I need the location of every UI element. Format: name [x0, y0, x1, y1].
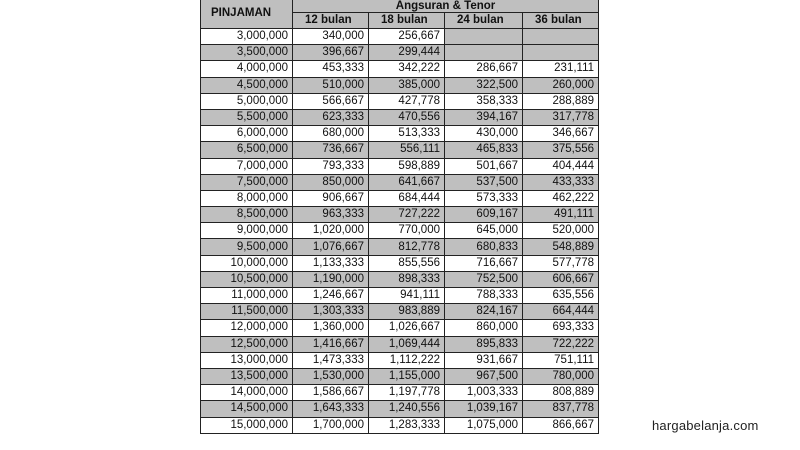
cell-installment-12: 736,667 [293, 142, 369, 158]
cell-loan-amount: 3,000,000 [201, 29, 293, 45]
table-row [201, 45, 599, 61]
cell-installment-36: 664,444 [523, 304, 599, 320]
cell-installment-24: 286,667 [445, 61, 523, 77]
cell-installment-12: 1,473,333 [293, 352, 369, 368]
cell-installment-18: 641,667 [369, 174, 445, 190]
cell-loan-amount: 4,000,000 [201, 61, 293, 77]
table-row [201, 109, 599, 125]
cell-installment-18: 470,556 [369, 109, 445, 125]
cell-installment-36: 317,778 [523, 109, 599, 125]
cell-installment-12: 453,333 [293, 61, 369, 77]
table-row [201, 336, 599, 352]
cell-installment-36: 808,889 [523, 385, 599, 401]
cell-installment-24: 609,167 [445, 207, 523, 223]
site-watermark: hargabelanja.com [652, 418, 759, 433]
table-row [201, 320, 599, 336]
cell-installment-18: 427,778 [369, 93, 445, 109]
cell-installment-24: 824,167 [445, 304, 523, 320]
cell-installment-24: 680,833 [445, 239, 523, 255]
table-row [201, 271, 599, 287]
cell-installment-24: 1,003,333 [445, 385, 523, 401]
cell-installment-18: 1,069,444 [369, 336, 445, 352]
cell-installment-36: 260,000 [523, 77, 599, 93]
cell-installment-18: 812,778 [369, 239, 445, 255]
cell-installment-24: 931,667 [445, 352, 523, 368]
cell-installment-36: 837,778 [523, 401, 599, 417]
cell-installment-12: 1,416,667 [293, 336, 369, 352]
cell-installment-24: 537,500 [445, 174, 523, 190]
table-row [201, 207, 599, 223]
header-tenor-12: 12 bulan [293, 13, 369, 29]
cell-installment-18: 855,556 [369, 255, 445, 271]
cell-loan-amount: 9,500,000 [201, 239, 293, 255]
cell-loan-amount: 3,500,000 [201, 45, 293, 61]
cell-loan-amount: 6,000,000 [201, 126, 293, 142]
cell-installment-18: 556,111 [369, 142, 445, 158]
cell-installment-24: 788,333 [445, 288, 523, 304]
cell-installment-18: 1,240,556 [369, 401, 445, 417]
loan-installment-table [200, 0, 599, 434]
cell-installment-12: 1,133,333 [293, 255, 369, 271]
cell-loan-amount: 7,000,000 [201, 158, 293, 174]
cell-installment-24: 895,833 [445, 336, 523, 352]
cell-installment-24: 465,833 [445, 142, 523, 158]
cell-loan-amount: 10,500,000 [201, 271, 293, 287]
cell-loan-amount: 14,000,000 [201, 385, 293, 401]
cell-installment-12: 963,333 [293, 207, 369, 223]
header-loan-amount: PINJAMAN [201, 0, 293, 29]
cell-installment-18: 898,333 [369, 271, 445, 287]
cell-installment-24: 1,075,000 [445, 417, 523, 433]
cell-installment-18: 1,283,333 [369, 417, 445, 433]
cell-installment-12: 1,020,000 [293, 223, 369, 239]
cell-installment-24: 394,167 [445, 109, 523, 125]
table-row [201, 368, 599, 384]
cell-loan-amount: 9,000,000 [201, 223, 293, 239]
header-tenor-18: 18 bulan [369, 13, 445, 29]
table-row [201, 417, 599, 433]
cell-installment-36: 548,889 [523, 239, 599, 255]
cell-installment-36: 404,444 [523, 158, 599, 174]
cell-loan-amount: 13,500,000 [201, 368, 293, 384]
table-row [201, 352, 599, 368]
table-row [201, 385, 599, 401]
table-row [201, 93, 599, 109]
cell-installment-24: 645,000 [445, 223, 523, 239]
cell-installment-36: 375,556 [523, 142, 599, 158]
cell-installment-12: 850,000 [293, 174, 369, 190]
cell-installment-36: 606,667 [523, 271, 599, 287]
cell-installment-36: 520,000 [523, 223, 599, 239]
cell-installment-12: 1,530,000 [293, 368, 369, 384]
cell-installment-18: 684,444 [369, 190, 445, 206]
cell-installment-12: 1,700,000 [293, 417, 369, 433]
table-row [201, 223, 599, 239]
table-row [201, 174, 599, 190]
table-row [201, 255, 599, 271]
table-row [201, 190, 599, 206]
cell-installment-18: 1,026,667 [369, 320, 445, 336]
cell-installment-18: 1,155,000 [369, 368, 445, 384]
cell-installment-24: 358,333 [445, 93, 523, 109]
cell-installment-12: 340,000 [293, 29, 369, 45]
cell-installment-36: 346,667 [523, 126, 599, 142]
cell-installment-18: 1,197,778 [369, 385, 445, 401]
cell-loan-amount: 10,000,000 [201, 255, 293, 271]
cell-loan-amount: 5,500,000 [201, 109, 293, 125]
cell-loan-amount: 8,500,000 [201, 207, 293, 223]
cell-installment-12: 906,667 [293, 190, 369, 206]
cell-installment-36: 751,111 [523, 352, 599, 368]
cell-installment-36: 693,333 [523, 320, 599, 336]
cell-installment-36: 462,222 [523, 190, 599, 206]
cell-installment-24 [445, 29, 523, 45]
cell-installment-18: 983,889 [369, 304, 445, 320]
cell-loan-amount: 11,500,000 [201, 304, 293, 320]
table-row [201, 61, 599, 77]
cell-installment-18: 299,444 [369, 45, 445, 61]
cell-loan-amount: 5,000,000 [201, 93, 293, 109]
cell-installment-12: 623,333 [293, 109, 369, 125]
cell-installment-18: 513,333 [369, 126, 445, 142]
cell-installment-36: 780,000 [523, 368, 599, 384]
table-row [201, 304, 599, 320]
table-row [201, 158, 599, 174]
table-row [201, 401, 599, 417]
cell-installment-24: 716,667 [445, 255, 523, 271]
cell-installment-18: 598,889 [369, 158, 445, 174]
cell-installment-36 [523, 45, 599, 61]
cell-installment-24: 860,000 [445, 320, 523, 336]
cell-installment-24: 501,667 [445, 158, 523, 174]
table-row [201, 288, 599, 304]
cell-loan-amount: 11,000,000 [201, 288, 293, 304]
cell-installment-36: 231,111 [523, 61, 599, 77]
cell-installment-36 [523, 29, 599, 45]
header-tenor-24: 24 bulan [445, 13, 523, 29]
cell-installment-18: 385,000 [369, 77, 445, 93]
cell-installment-24 [445, 45, 523, 61]
table-body [201, 29, 599, 434]
cell-installment-36: 722,222 [523, 336, 599, 352]
header-tenor-36: 36 bulan [523, 13, 599, 29]
cell-installment-24: 967,500 [445, 368, 523, 384]
cell-installment-12: 396,667 [293, 45, 369, 61]
cell-installment-12: 1,076,667 [293, 239, 369, 255]
cell-loan-amount: 12,500,000 [201, 336, 293, 352]
cell-installment-12: 1,246,667 [293, 288, 369, 304]
cell-installment-12: 1,586,667 [293, 385, 369, 401]
cell-installment-18: 342,222 [369, 61, 445, 77]
cell-installment-36: 635,556 [523, 288, 599, 304]
loan-installment-table-container [200, 0, 598, 434]
cell-loan-amount: 8,000,000 [201, 190, 293, 206]
cell-installment-36: 433,333 [523, 174, 599, 190]
header-installment-tenor: Angsuran & Tenor [293, 0, 599, 13]
cell-installment-18: 727,222 [369, 207, 445, 223]
cell-installment-18: 941,111 [369, 288, 445, 304]
cell-installment-12: 1,303,333 [293, 304, 369, 320]
cell-installment-18: 1,112,222 [369, 352, 445, 368]
table-row [201, 142, 599, 158]
cell-installment-12: 566,667 [293, 93, 369, 109]
cell-installment-12: 1,643,333 [293, 401, 369, 417]
cell-loan-amount: 7,500,000 [201, 174, 293, 190]
cell-loan-amount: 6,500,000 [201, 142, 293, 158]
table-row [201, 239, 599, 255]
cell-installment-36: 491,111 [523, 207, 599, 223]
cell-installment-12: 793,333 [293, 158, 369, 174]
cell-installment-36: 288,889 [523, 93, 599, 109]
table-row [201, 77, 599, 93]
cell-installment-36: 577,778 [523, 255, 599, 271]
cell-loan-amount: 12,000,000 [201, 320, 293, 336]
cell-installment-12: 510,000 [293, 77, 369, 93]
cell-loan-amount: 13,000,000 [201, 352, 293, 368]
cell-installment-24: 752,500 [445, 271, 523, 287]
cell-installment-12: 680,000 [293, 126, 369, 142]
cell-installment-24: 573,333 [445, 190, 523, 206]
cell-installment-18: 256,667 [369, 29, 445, 45]
cell-installment-24: 1,039,167 [445, 401, 523, 417]
cell-loan-amount: 4,500,000 [201, 77, 293, 93]
cell-installment-18: 770,000 [369, 223, 445, 239]
cell-loan-amount: 15,000,000 [201, 417, 293, 433]
cell-installment-12: 1,360,000 [293, 320, 369, 336]
table-row [201, 29, 599, 45]
cell-loan-amount: 14,500,000 [201, 401, 293, 417]
cell-installment-24: 430,000 [445, 126, 523, 142]
table-header [201, 0, 599, 29]
cell-installment-24: 322,500 [445, 77, 523, 93]
table-row [201, 126, 599, 142]
cell-installment-36: 866,667 [523, 417, 599, 433]
cell-installment-12: 1,190,000 [293, 271, 369, 287]
